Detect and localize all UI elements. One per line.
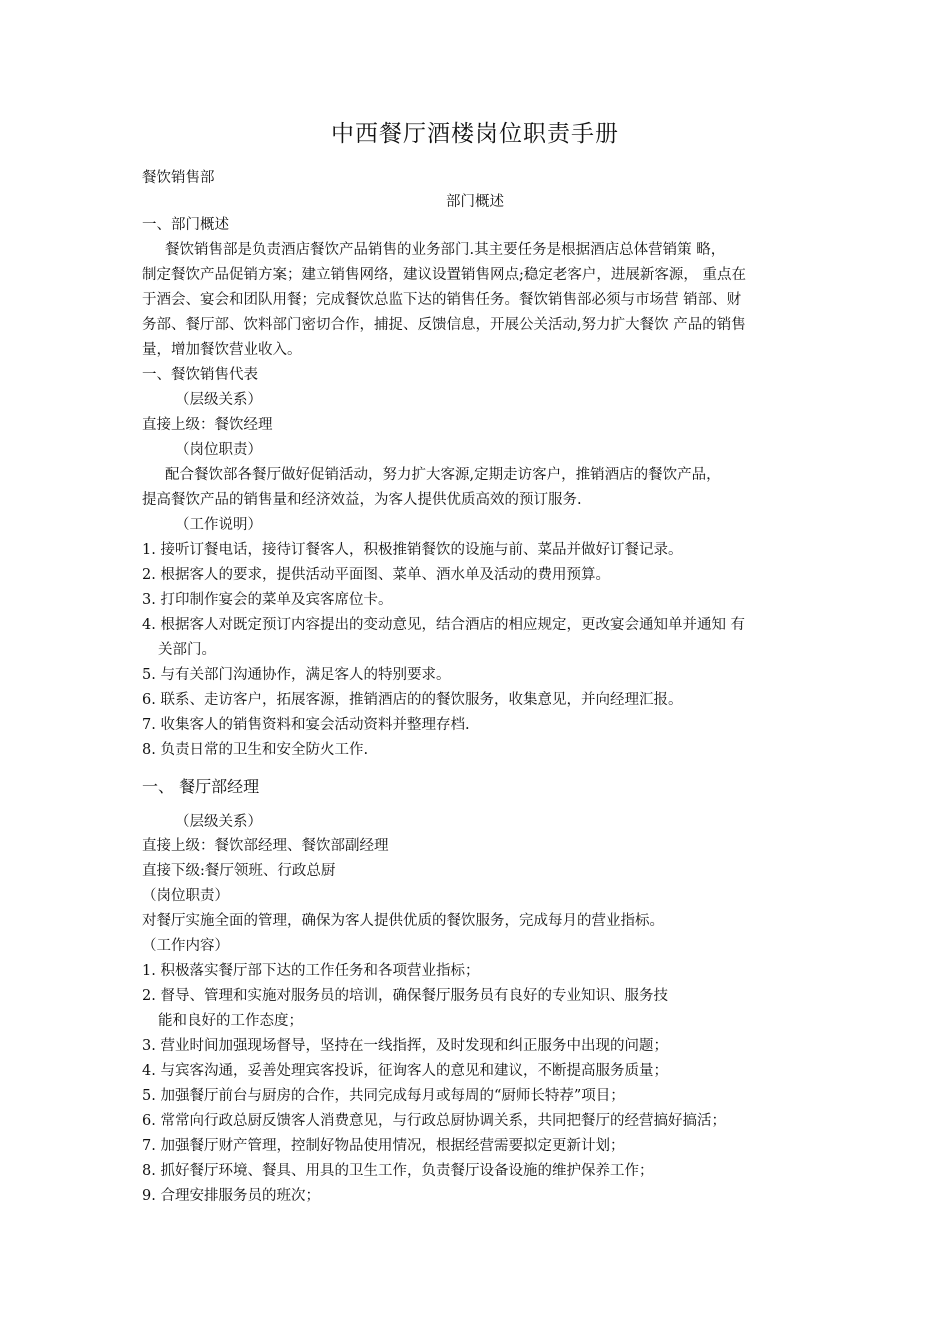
- list-item: 5. 与有关部门沟通协作，满足客人的特别要求。: [142, 667, 451, 683]
- list-item: 4. 与宾客沟通，妥善处理宾客投诉，征询客人的意见和建议，不断提高服务质量；: [142, 1063, 668, 1079]
- list-item: 3. 营业时间加强现场督导，坚持在一线指挥，及时发现和纠正服务中出现的问题；: [142, 1038, 668, 1054]
- hierarchy-label: （层级关系）: [175, 392, 262, 408]
- list-item-continuation: 能和良好的工作态度；: [158, 1013, 303, 1029]
- list-item: 7. 收集客人的销售资料和宴会活动资料并整理存档.: [142, 717, 470, 733]
- section-heading-overview: 一、部门概述: [142, 217, 229, 233]
- list-item: 7. 加强餐厅财产管理，控制好物品使用情况，根据经营需要拟定更新计划；: [142, 1138, 625, 1154]
- list-item: 2. 督导、管理和实施对服务员的培训，确保餐厅服务员有良好的专业知识、服务技: [142, 988, 668, 1004]
- department-name: 餐饮销售部: [142, 170, 215, 186]
- document-title: 中西餐厅酒楼岗位职责手册: [331, 121, 619, 147]
- list-item: 8. 抓好餐厅环境、餐具、用具的卫生工作，负责餐厅设备设施的维护保养工作；: [142, 1163, 654, 1179]
- overview-paragraph-line: 务部、餐厅部、饮料部门密切合作，捕捉、反馈信息，开展公关活动,努力扩大餐饮 产品的销售: [142, 317, 746, 333]
- section-heading-restaurant-manager: 一、 餐厅部经理: [142, 777, 260, 796]
- work-label: （工作说明）: [175, 517, 262, 533]
- overview-heading: 部门概述: [446, 194, 504, 210]
- list-item: 2. 根据客人的要求，提供活动平面图、菜单、酒水单及活动的费用预算。: [142, 567, 610, 583]
- duty-line: 提高餐饮产品的销售量和经济效益，为客人提供优质高效的预订服务.: [142, 492, 582, 508]
- overview-paragraph-line: 于酒会、宴会和团队用餐；完成餐饮总监下达的销售任务。餐饮销售部必须与市场营 销部、财: [142, 292, 742, 308]
- list-item: 9. 合理安排服务员的班次；: [142, 1188, 320, 1204]
- list-item: 6. 联系、走访客户，拓展客源，推销酒店的的餐饮服务，收集意见，并向经理汇报。: [142, 692, 683, 708]
- duty-label: （岗位职责）: [175, 442, 262, 458]
- duty-line: 配合餐饮部各餐厅做好促销活动，努力扩大客源,定期走访客户，推销酒店的餐饮产品，: [165, 467, 721, 483]
- hierarchy-label: （层级关系）: [175, 814, 262, 830]
- duty-label: （岗位职责）: [142, 888, 229, 904]
- list-item: 6. 常常向行政总厨反馈客人消费意见，与行政总厨协调关系，共同把餐厅的经营搞好搞活；: [142, 1113, 726, 1129]
- overview-paragraph-line: 制定餐饮产品促销方案；建立销售网络，建议设置销售网点;稳定老客户，进展新客源， 重点在: [142, 267, 746, 283]
- list-item: 5. 加强餐厅前台与厨房的合作，共同完成每月或每周的“厨师长特荐”项目；: [142, 1088, 625, 1104]
- list-item-continuation: 关部门。: [158, 642, 216, 658]
- list-item: 8. 负责日常的卫生和安全防火工作.: [142, 742, 369, 758]
- list-item: 1. 接听订餐电话，接待订餐客人，积极推销餐饮的设施与前、菜品并做好订餐记录。: [142, 542, 683, 558]
- duty-text: 对餐厅实施全面的管理，确保为客人提供优质的餐饮服务，完成每月的营业指标。: [142, 913, 664, 929]
- direct-superior: 直接上级：餐饮部经理、餐饮部副经理: [142, 838, 389, 854]
- list-item: 3. 打印制作宴会的菜单及宾客席位卡。: [142, 592, 393, 608]
- overview-paragraph-line: 餐饮销售部是负责酒店餐饮产品销售的业务部门.其主要任务是根据酒店总体营销策 略，: [165, 242, 726, 258]
- direct-subordinate: 直接下级:餐厅领班、行政总厨: [142, 863, 336, 879]
- section-heading-sales-rep: 一、餐饮销售代表: [142, 367, 258, 383]
- work-label: （工作内容）: [142, 938, 229, 954]
- direct-superior: 直接上级：餐饮经理: [142, 417, 273, 433]
- list-item: 1. 积极落实餐厅部下达的工作任务和各项营业指标；: [142, 963, 480, 979]
- list-item: 4. 根据客人对既定预订内容提出的变动意见，结合酒店的相应规定，更改宴会通知单并通知 有: [142, 617, 746, 633]
- overview-paragraph-line: 量，增加餐饮营业收入。: [142, 342, 302, 358]
